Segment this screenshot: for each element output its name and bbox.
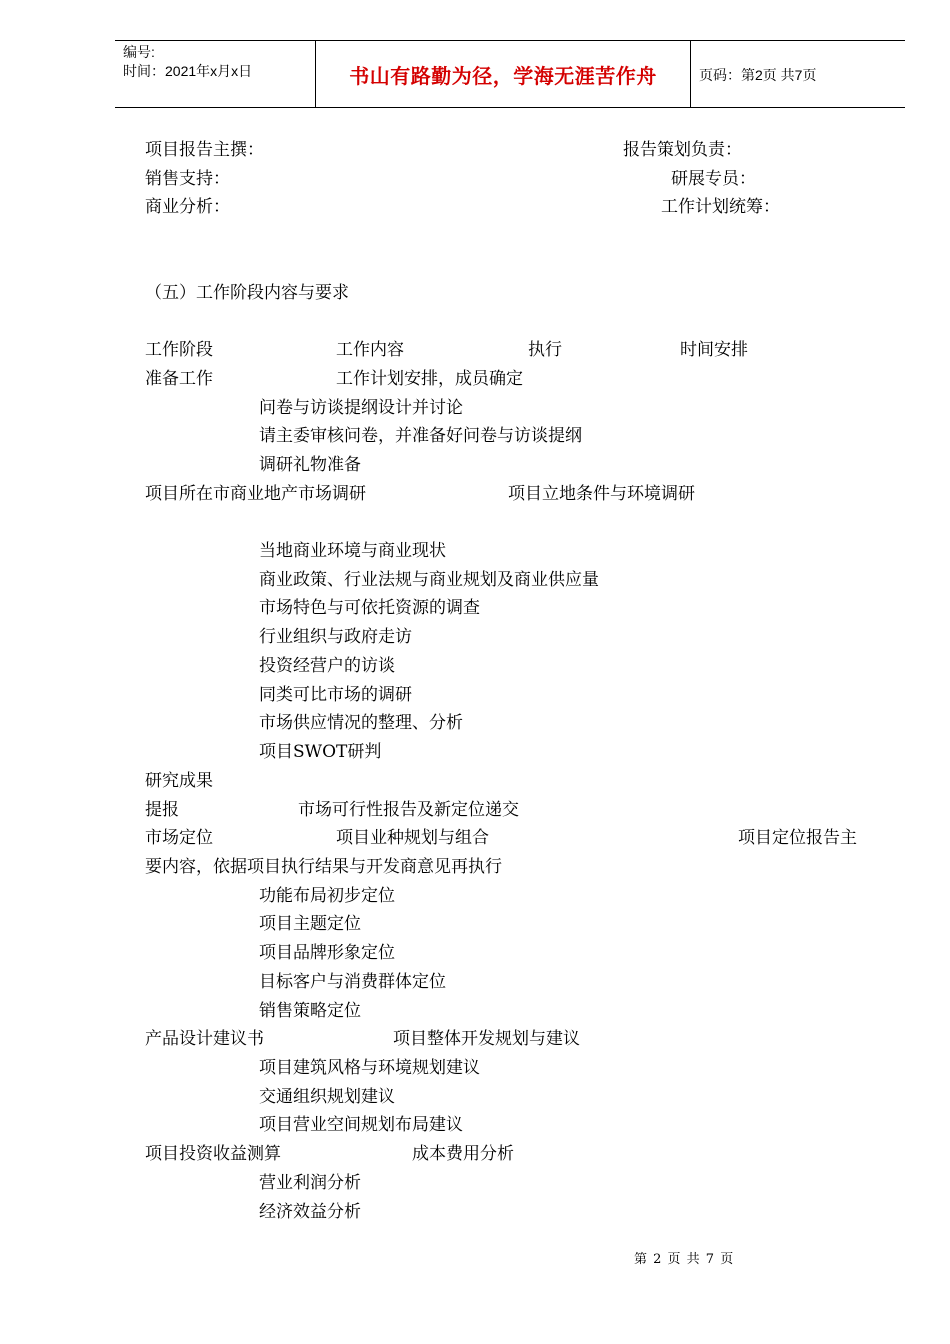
content-item: 项目主题定位 (259, 914, 361, 934)
content-item: 销售策略定位 (259, 1001, 361, 1021)
table-header-stage: 工作阶段 (145, 340, 213, 360)
content-item: 市场特色与可依托资源的调查 (259, 598, 480, 618)
table-header-execution: 执行 (528, 340, 562, 360)
content-item: 市场可行性报告及新定位递交 (298, 800, 519, 820)
schedule-note: 项目定位报告主 (738, 828, 857, 848)
content-item: 项目品牌形象定位 (259, 943, 395, 963)
schedule-note-continued: 要内容，依据项目执行结果与开发商意见再执行 (145, 857, 502, 877)
header-page-info: 页码：第2页 共7页 (699, 67, 817, 83)
content-item: 请主委审核问卷，并准备好问卷与访谈提纲 (259, 426, 582, 446)
content-item: 项目建筑风格与环境规划建议 (259, 1058, 480, 1078)
header-meta (123, 43, 252, 81)
content-item: 项目SWOT研判 (259, 742, 382, 762)
staff-left-0: 项目报告主撰： (145, 140, 264, 160)
content-item: 目标客户与消费群体定位 (259, 972, 446, 992)
table-header-content: 工作内容 (336, 340, 404, 360)
staff-right-2: 工作计划统筹： (661, 197, 780, 217)
table-header-schedule: 时间安排 (680, 340, 748, 360)
content-item: 工作计划安排，成员确定 (336, 369, 523, 389)
content-item: 项目立地条件与环境调研 (508, 484, 695, 504)
content-item: 同类可比市场的调研 (259, 685, 412, 705)
stage-label: 研究成果 (145, 771, 213, 791)
staff-left-1: 销售支持： (145, 169, 230, 189)
document-number-label: 编号: (123, 44, 155, 60)
stage-label: 项目所在市商业地产市场调研 (145, 484, 366, 504)
header-slogan: 书山有路勤为径，学海无涯苦作舟 (315, 41, 691, 107)
stage-label: 提报 (145, 800, 179, 820)
content-item: 成本费用分析 (412, 1144, 514, 1164)
content-item: 项目整体开发规划与建议 (393, 1029, 580, 1049)
page-header (115, 40, 905, 108)
content-item: 问卷与访谈提纲设计并讨论 (259, 398, 463, 418)
staff-right-1: 研展专员： (671, 169, 756, 189)
stage-label: 准备工作 (145, 369, 213, 389)
content-item: 投资经营户的访谈 (259, 656, 395, 676)
content-item: 项目业种规划与组合 (336, 828, 489, 848)
staff-right-0: 报告策划负责： (623, 140, 742, 160)
content-item: 功能布局初步定位 (259, 886, 395, 906)
content-item: 营业利润分析 (259, 1173, 361, 1193)
content-item: 调研礼物准备 (259, 455, 361, 475)
document-time-label: 时间：2021年x月x日 (123, 63, 253, 79)
stage-label: 产品设计建议书 (145, 1029, 264, 1049)
section-title: （五）工作阶段内容与要求 (145, 283, 349, 303)
content-item: 项目营业空间规划布局建议 (259, 1115, 463, 1135)
stage-label: 市场定位 (145, 828, 213, 848)
content-item: 商业政策、行业法规与商业规划及商业供应量 (259, 570, 599, 590)
page-footer: 第 2 页 共 7 页 (634, 1252, 735, 1267)
stage-label: 项目投资收益测算 (145, 1144, 281, 1164)
staff-left-2: 商业分析： (145, 197, 230, 217)
content-item: 当地商业环境与商业现状 (259, 541, 446, 561)
content-item: 交通组织规划建议 (259, 1087, 395, 1107)
content-item: 市场供应情况的整理、分析 (259, 713, 463, 733)
content-item: 行业组织与政府走访 (259, 627, 412, 647)
content-item: 经济效益分析 (259, 1202, 361, 1222)
